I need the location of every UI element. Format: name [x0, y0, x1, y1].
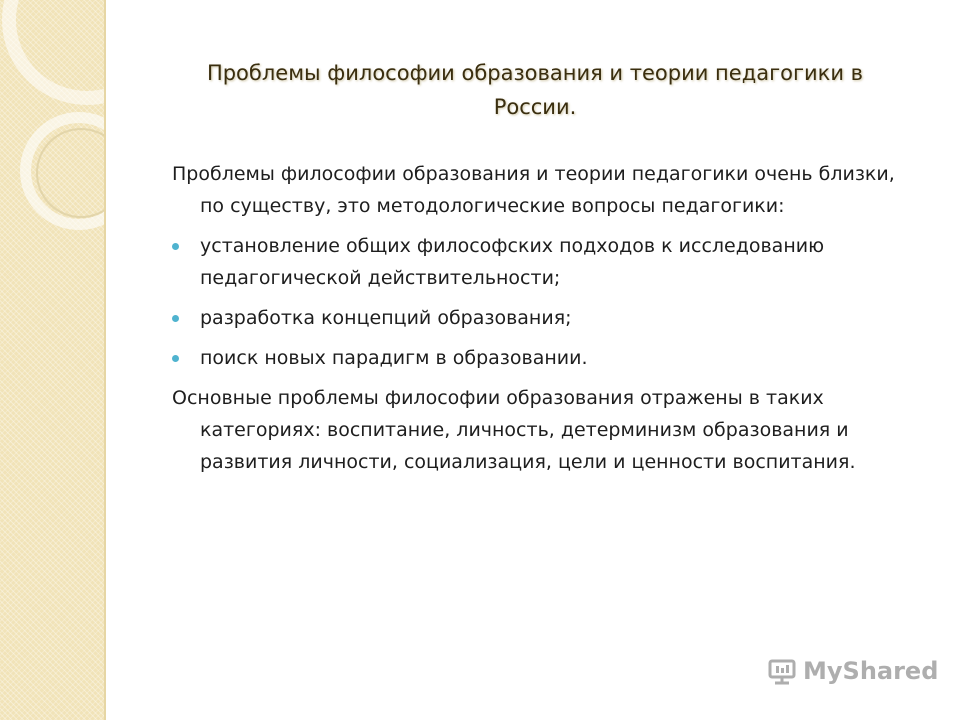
decorative-side-band: [0, 0, 106, 720]
bullet-item: [172, 342, 922, 374]
bullet-item: [172, 230, 922, 294]
decorative-ring-large: [2, 0, 106, 105]
bullet-item: [172, 302, 922, 334]
bullet-dot-icon: [172, 243, 179, 250]
myshared-watermark: [767, 656, 938, 686]
presentation-board-icon: [767, 656, 797, 686]
bullet-text: разработка концепций образования;: [200, 307, 572, 329]
intro-paragraph: Проблемы философии образования и теории педагогики очень близки, по существу, это методологические вопросы педагогики:: [172, 163, 895, 217]
bullet-text: поиск новых парадигм в образовании.: [200, 347, 588, 369]
slide-title: Проблемы философии образования и теории педагогики в России.: [206, 61, 864, 119]
bullet-text: установление общих философских подходов к исследованию педагогической действительности;: [200, 235, 825, 289]
watermark-text: MyShared: [803, 657, 939, 685]
bullet-dot-icon: [172, 355, 179, 362]
bullet-dot-icon: [172, 315, 179, 322]
slide-body: [172, 158, 922, 486]
summary-paragraph: Основные проблемы философии образования отражены в таких категориях: воспитание, личность, детерминизм образования и развития личности, социализация, цели и ценности воспитания.: [172, 387, 856, 473]
